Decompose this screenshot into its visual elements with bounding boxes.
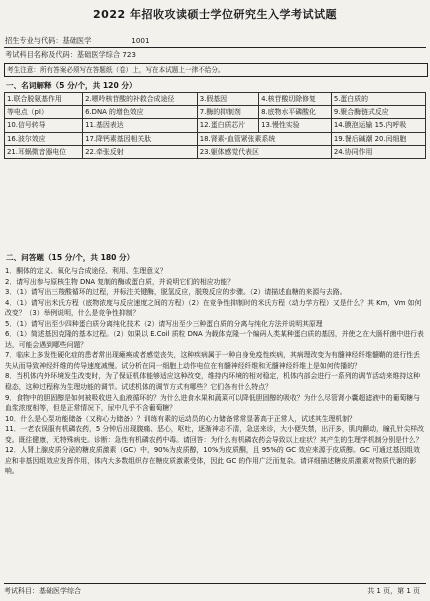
major-label: 招生专业与代码：基础医学 bbox=[5, 36, 92, 45]
question: 5．（1）请写出至少四种蛋白质分离纯化技术（2）请写出至少三种蛋白质的分离与纯化方法并说明其原理 bbox=[5, 319, 323, 328]
question: 9．食物中的胆固醇是如何被吸收进入血液循环的？为什么进食水果和蔬菜可以降低胆固醇的吸收？为什么尽管肾小囊超滤液中的葡萄糖与血浆浓度相等，但是正常情况下，尿中几乎不含葡萄糖？ bbox=[5, 393, 420, 413]
term-cell: 9.聚合酶链式反应 bbox=[331, 106, 425, 119]
major-code: 1001 bbox=[131, 36, 150, 45]
term-cell: 10.信号转导 bbox=[5, 119, 83, 132]
notice-box: 考生注意：所有答案必须写在答题纸（卷）上，写在本试题上一律不给分。 bbox=[4, 63, 428, 77]
term-cell: 8.底物水平磷酸化 bbox=[259, 106, 332, 119]
term-text: 14.膜泡运输 bbox=[333, 121, 373, 130]
question: 10．什么是心泵功能储备（又称心力储备）？训练有素的运动员的心力储备常常显著高于正常人，试述其生理机制？ bbox=[5, 414, 356, 423]
section1-heading: 一、名词解释（5 分/个，共 120 分） bbox=[6, 81, 137, 90]
table-row bbox=[5, 93, 426, 106]
term-cell: 12.蛋白质芯片 bbox=[197, 119, 258, 132]
exam-title: 2022 年招收攻读硕士学位研究生入学考试试题 bbox=[93, 8, 337, 21]
term-cell: 11.基因表达 bbox=[83, 119, 198, 132]
table-row bbox=[5, 132, 426, 145]
term-cell: 等电点（pI） bbox=[5, 106, 83, 119]
footer bbox=[4, 586, 426, 596]
page-indicator: 共 1 页，第 1 页 bbox=[367, 587, 420, 595]
terms-table bbox=[4, 92, 426, 159]
term-cell bbox=[331, 132, 425, 145]
term-text: 20.闰细胞 bbox=[374, 134, 407, 143]
term-cell bbox=[331, 119, 425, 132]
major-line bbox=[5, 36, 150, 46]
question: 4．（1）请写出米氏方程（底物浓度与反应速度之间的方程）（2）在竞争性抑制时的米氏方程（动力学方程）又是什么？其 Km，Vm 如何改变？（3）举例说明，什么是竞争性抑制？ bbox=[5, 298, 422, 318]
footer-subject: 考试科目：基础医学综合 bbox=[4, 587, 81, 595]
term-cell: 6.DNA 的增色效应 bbox=[83, 106, 198, 119]
question-list bbox=[5, 266, 425, 477]
question: 12．人肾上腺皮质分泌的糖皮质激素（GC）中，90%为皮质醇，10%为皮质酮，且 95%的 GC 效应来源于皮质醇。GC 可通过基因组效应和非基因组效应发挥作用，体内大多数组织存在糖皮质激素受体，因此 GC 的作用广泛而复杂。请详细描述糖皮质激素对物质代谢的影响。 bbox=[5, 446, 420, 476]
term-text: 15.内呼吸 bbox=[374, 121, 407, 130]
term-cell: 7.酶的抑制剂 bbox=[197, 106, 258, 119]
question: 7．临床上多发性硬化症的患者常出现瘫痪或者感觉丧失，这种疾病属于一种自身免疫性疾病，其病理改变为有髓神经纤维髓鞘的进行性丢失从而导致神经纤维的传导速度减慢。试分析在同一细胞上动作电位在有髓神经纤维和无髓神经纤维上是如何传播的？ bbox=[5, 351, 420, 370]
term-cell: 23.躯体感觉代表区 bbox=[197, 145, 331, 158]
term-cell: 17.降钙素基因相关肽 bbox=[83, 132, 198, 145]
question: 11．一老农误服有机磷农药，5 分钟后出现腹痛、恶心，呕吐，逐渐神志不清，急送来诊，大小便失禁，出汗多，肌肉颤动，瞳孔针尖样改变。既往健康，无特殊病史。诊断：急性有机磷农药中毒。请回答：为什么有机磷农药会导致以上症状？其产生的生理学机制分别是什么？ bbox=[5, 425, 425, 444]
term-cell: 4.核苷酸切除修复 bbox=[259, 93, 332, 106]
term-cell: 22.牵张反射 bbox=[83, 145, 198, 158]
divider bbox=[4, 47, 426, 48]
term-cell: 5.蛋白质的 bbox=[331, 93, 425, 106]
term-text: 19.餐后碱潮 bbox=[333, 134, 373, 143]
table-row bbox=[5, 145, 426, 158]
term-cell: 3.假基因 bbox=[197, 93, 258, 106]
question: 8．当机体内外环境发生改变时，为了保证机体能够适应这种改变，维持内环境的相对稳定，机体内部会进行一系列的调节活动来维持这种稳态，这种过程称为生理功能的调节。试述机体的调节方式有哪些？它们各有什么特点？ bbox=[5, 372, 420, 392]
question: 6．（1）简述基因克隆的基本过程。（2）如果以 E.Coil 质粒 DNA 为载体克隆一个编码人类某种蛋白质的基因，并使之在大肠杆菌中进行表达，可能会遇到哪些问题？ bbox=[5, 330, 424, 349]
term-cell: 18.肾素-血管紧张素系统 bbox=[197, 132, 331, 145]
table-row bbox=[5, 106, 426, 119]
table-row bbox=[5, 119, 426, 132]
term-cell: 16.波尔效应 bbox=[5, 132, 83, 145]
question: 3．（1）请写出三羧酸循环的过程，并标注关键酶，脱氢反应，脱羧反应的步骤。（2）请描述血糖的来源与去路。 bbox=[5, 288, 347, 297]
term-cell: 1.联合脱氨基作用 bbox=[5, 93, 83, 106]
section2-heading: 二、问答题（15 分/个，共 180 分） bbox=[6, 253, 135, 262]
term-cell: 24.协同作用 bbox=[331, 145, 425, 158]
term-cell: 13.慢性实验 bbox=[259, 119, 332, 132]
footer-divider bbox=[4, 583, 426, 584]
term-cell: 21.耳蜗微音器电位 bbox=[5, 145, 83, 158]
term-cell: 2.嘌呤核苷酸的补救合成途径 bbox=[83, 93, 198, 106]
question: 2．请写出参与原核生物 DNA 复制的酶或蛋白质，并说明它们的相应功能？ bbox=[5, 277, 235, 286]
question: 1．酮体的定义、氧化与合成途径、利用、生理意义？ bbox=[5, 267, 167, 275]
subject-line: 考试科目名称及代码：基础医学综合 723 bbox=[5, 50, 137, 59]
